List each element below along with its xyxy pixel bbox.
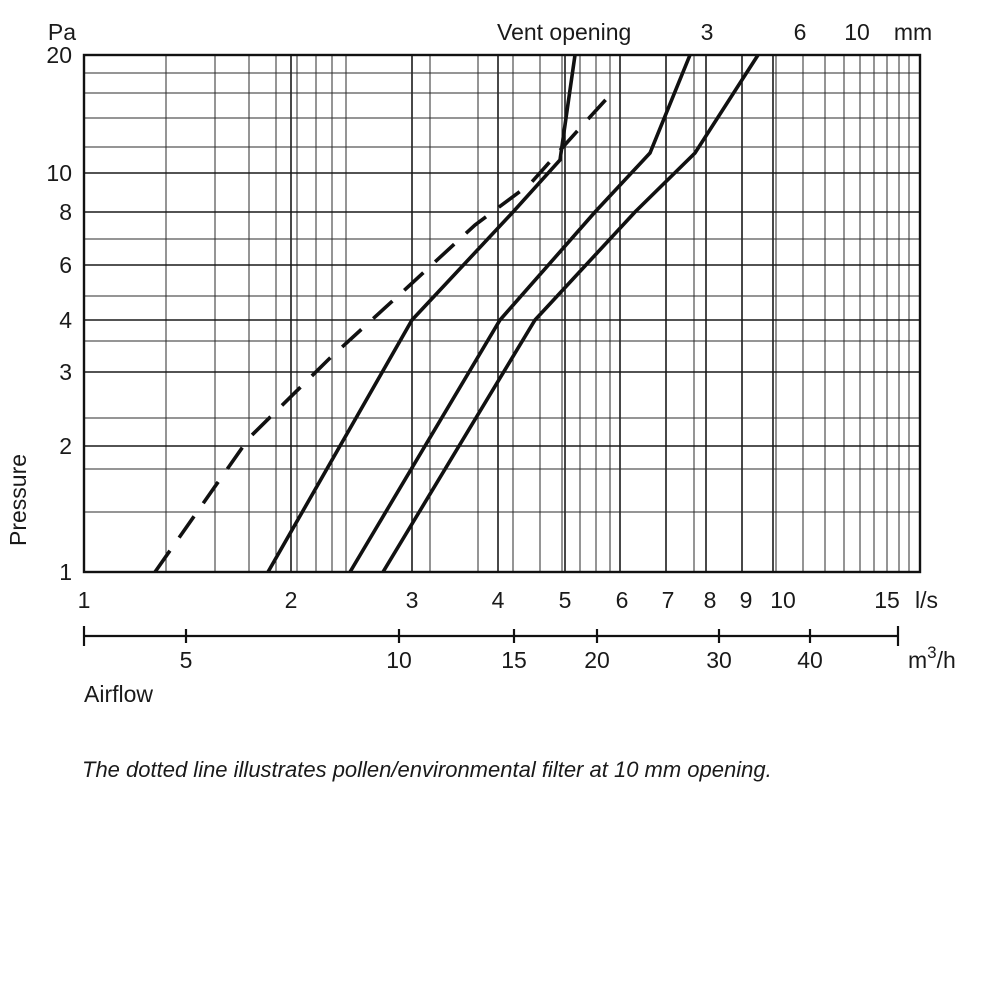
x-tick-2: 2	[284, 587, 298, 613]
x-tick-1: 1	[77, 587, 91, 613]
x-tick-3: 3	[405, 587, 419, 613]
legend-title: Vent opening	[497, 19, 632, 45]
legend-label-10mm: 10	[844, 19, 870, 45]
x-axis-title: Airflow	[84, 681, 154, 707]
chart-caption: The dotted line illustrates pollen/environmental filter at 10 mm opening.	[82, 757, 772, 782]
y-axis-title: Pressure	[5, 453, 31, 547]
y-tick-3: 3	[59, 359, 72, 385]
curve-vent-10mm	[383, 55, 758, 572]
x-tick-9: 9	[739, 587, 753, 613]
y-tick-8: 8	[59, 199, 72, 225]
x-axis-unit-secondary	[908, 643, 956, 673]
secondary-scale-bar	[84, 626, 898, 646]
x-tick-7: 7	[661, 587, 675, 613]
y-tick-4: 4	[59, 307, 72, 333]
x2-tick-40: 40	[797, 647, 823, 673]
unit-secondary-base: m	[908, 647, 928, 673]
legend-label-6mm: 6	[793, 19, 807, 45]
legend-unit-mm: mm	[893, 19, 933, 45]
x-tick-15: 15	[874, 587, 900, 613]
y-tick-2: 2	[59, 433, 72, 459]
y-tick-1: 1	[59, 559, 72, 585]
y-tick-6: 6	[59, 252, 72, 278]
y-axis-unit-label: Pa	[47, 19, 77, 45]
x-axis-unit-primary: l/s	[915, 587, 938, 613]
curve-vent-6mm	[350, 55, 690, 572]
x-tick-8: 8	[703, 587, 717, 613]
x-tick-4: 4	[491, 587, 505, 613]
legend-label-3mm: 3	[700, 19, 714, 45]
unit-secondary-exponent: 3	[927, 643, 937, 662]
x2-tick-5: 5	[179, 647, 193, 673]
x2-tick-10: 10	[386, 647, 412, 673]
x-tick-5: 5	[558, 587, 572, 613]
x2-tick-20: 20	[584, 647, 610, 673]
y-tick-20: 20	[46, 42, 72, 68]
unit-secondary-tail: /h	[936, 647, 956, 673]
x2-tick-15: 15	[501, 647, 527, 673]
y-tick-10: 10	[46, 160, 72, 186]
x-tick-6: 6	[615, 587, 629, 613]
curve-vent-3mm	[268, 55, 575, 572]
x-tick-10: 10	[770, 587, 796, 613]
curve-pollen-filter-dashed	[155, 95, 610, 572]
x2-tick-30: 30	[706, 647, 732, 673]
